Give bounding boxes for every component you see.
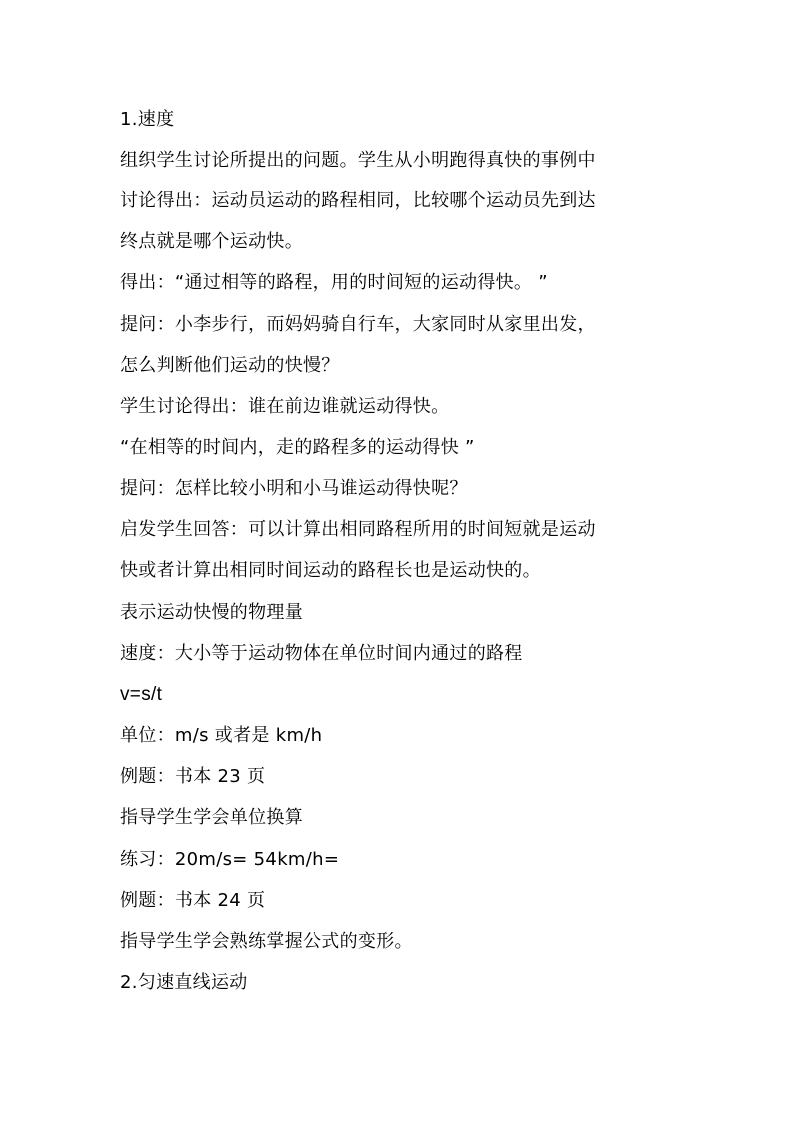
- paragraph-line: 组织学生讨论所提出的问题。学生从小明跑得真快的事例中: [120, 150, 596, 171]
- section-heading-speed: 1.速度: [120, 109, 175, 130]
- paragraph-line: “在相等的时间内，走的路程多的运动得快 ”: [120, 437, 475, 458]
- paragraph-line: 讨论得出：运动员运动的路程相同，比较哪个运动员先到达: [120, 190, 596, 211]
- paragraph-line: 表示运动快慢的物理量: [120, 602, 303, 623]
- paragraph-line: 单位：m/s 或者是 km/h: [120, 725, 323, 746]
- paragraph-line: 提问：小李步行，而妈妈骑自行车，大家同时从家里出发，: [120, 314, 596, 335]
- formula-line: v=s/t: [120, 684, 163, 705]
- section-heading-uniform-motion: 2.匀速直线运动: [120, 972, 248, 993]
- paragraph-line: 得出：“通过相等的路程，用的时间短的运动得快。 ”: [120, 272, 548, 293]
- paragraph-line: 例题：书本 23 页: [120, 766, 266, 787]
- paragraph-line: 学生讨论得出：谁在前边谁就运动得快。: [120, 396, 450, 417]
- paragraph-line: 怎么判断他们运动的快慢？: [120, 355, 340, 376]
- paragraph-line: 终点就是哪个运动快。: [120, 231, 303, 252]
- paragraph-line: 练习：20m/s= 54km/h=: [120, 849, 340, 870]
- paragraph-line: 指导学生学会熟练掌握公式的变形。: [120, 931, 413, 952]
- paragraph-line: 速度：大小等于运动物体在单位时间内通过的路程: [120, 643, 523, 664]
- paragraph-line: 快或者计算出相同时间运动的路程长也是运动快的。: [120, 560, 541, 581]
- paragraph-line: 启发学生回答：可以计算出相同路程所用的时间短就是运动: [120, 519, 596, 540]
- paragraph-line: 指导学生学会单位换算: [120, 807, 303, 828]
- paragraph-line: 提问：怎样比较小明和小马谁运动得快呢？: [120, 478, 468, 499]
- paragraph-line: 例题：书本 24 页: [120, 890, 266, 911]
